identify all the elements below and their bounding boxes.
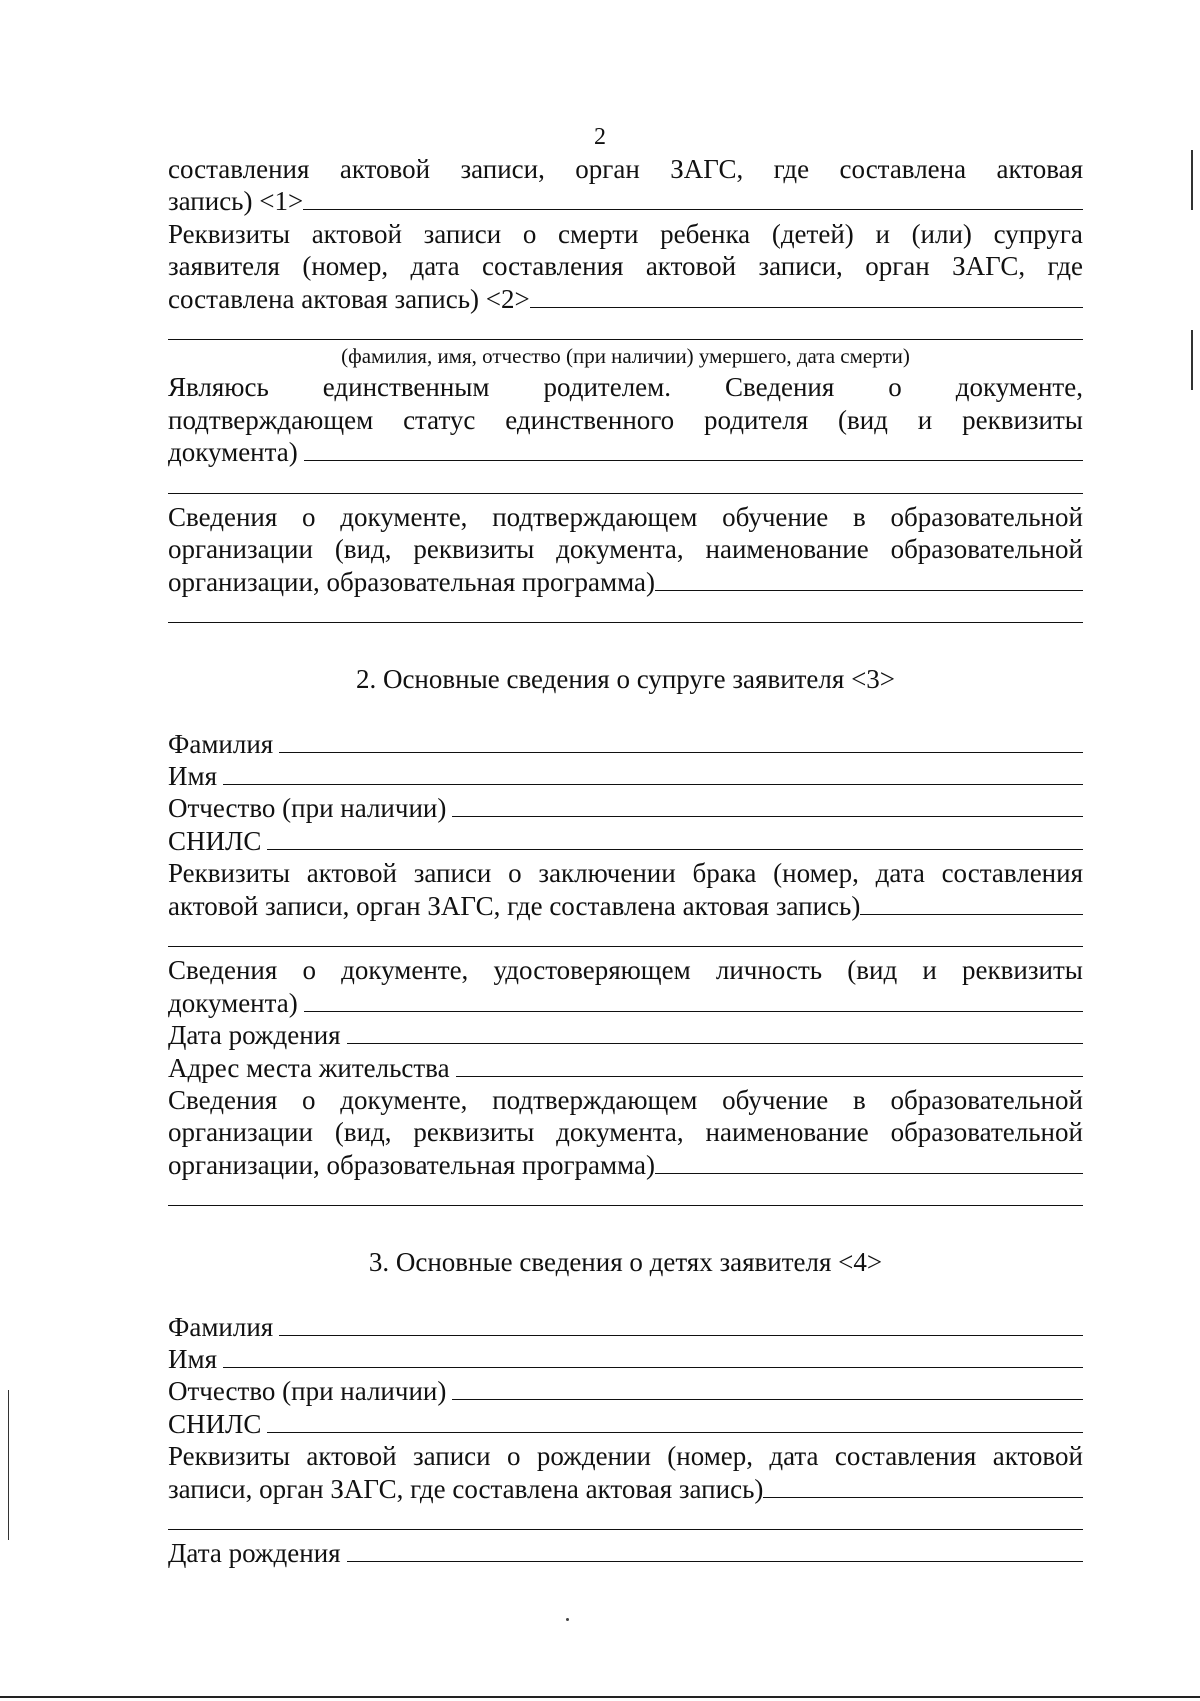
blank-input-line[interactable] xyxy=(168,1181,1083,1213)
word: документа, xyxy=(556,1117,684,1148)
field-label: актовой записи, орган ЗАГС, где составлена актовая запись) xyxy=(168,890,861,921)
word: составления xyxy=(941,858,1083,889)
justified-line xyxy=(168,218,1083,250)
word: где xyxy=(773,154,810,184)
field-label: организации, образовательная программа) xyxy=(168,566,656,597)
field-label: организации, образовательная программа) xyxy=(168,1149,656,1180)
input-line[interactable] xyxy=(267,827,1083,850)
input-line[interactable] xyxy=(456,1054,1083,1077)
single-parent-document-field[interactable] xyxy=(168,436,1083,468)
death-record-field[interactable] xyxy=(168,283,1083,315)
justified-line xyxy=(168,1116,1083,1148)
word: в xyxy=(853,501,866,532)
word: единственного xyxy=(505,404,675,435)
scan-edge-mark xyxy=(1191,150,1193,210)
word: Сведения xyxy=(168,501,278,532)
input-line[interactable] xyxy=(223,762,1083,785)
word: Сведения xyxy=(168,955,278,986)
field-label: СНИЛС xyxy=(168,825,262,856)
word: Реквизиты xyxy=(168,1441,291,1472)
justified-line xyxy=(168,1084,1083,1116)
justified-line xyxy=(168,1440,1083,1472)
word: составлена xyxy=(839,154,967,184)
word: актовой xyxy=(339,154,431,184)
word: дата xyxy=(410,251,460,282)
word: обучение xyxy=(722,501,829,532)
word: о xyxy=(888,372,902,403)
word: образовательной xyxy=(890,501,1083,532)
word: актовой xyxy=(306,858,397,889)
word: о xyxy=(522,218,537,249)
field-label: Дата рождения xyxy=(168,1020,341,1051)
child-patronymic-field[interactable] xyxy=(168,1375,1083,1407)
word: реквизиты xyxy=(962,955,1083,986)
justified-line xyxy=(168,404,1083,436)
input-line[interactable] xyxy=(304,989,1083,1012)
word: документе, xyxy=(340,1084,468,1115)
scan-edge-mark xyxy=(8,1390,9,1540)
word: составления xyxy=(168,154,310,184)
word: заявителя xyxy=(168,251,280,282)
field-label: Имя xyxy=(168,761,218,792)
word: о xyxy=(508,858,522,889)
word: родителя xyxy=(704,404,809,435)
word: Сведения xyxy=(168,1084,278,1115)
word: о xyxy=(506,1441,521,1472)
input-line[interactable] xyxy=(304,438,1083,461)
word: заключении xyxy=(538,858,676,889)
word: и xyxy=(875,218,890,249)
input-line[interactable] xyxy=(279,730,1083,753)
input-line[interactable] xyxy=(347,1539,1083,1562)
input-line[interactable] xyxy=(347,1021,1083,1044)
word: единственным xyxy=(322,372,490,403)
word: образовательной xyxy=(890,1117,1083,1148)
word: и xyxy=(922,955,937,986)
word: (или) xyxy=(911,218,972,249)
blank-input-line[interactable] xyxy=(168,315,1083,347)
word: Сведения xyxy=(725,372,835,403)
word: личность xyxy=(715,955,823,986)
word: где xyxy=(1047,251,1083,282)
word: Являюсь xyxy=(168,372,269,403)
blank-input-line[interactable] xyxy=(168,469,1083,501)
justified-line xyxy=(168,857,1083,889)
word: дата xyxy=(875,858,925,889)
field-label: Отчество (при наличии) xyxy=(168,1376,447,1407)
word: наименование xyxy=(705,534,869,565)
birth-record-field[interactable] xyxy=(168,1473,1083,1505)
word: записи xyxy=(412,1441,491,1472)
word: реквизиты xyxy=(962,404,1083,435)
word: (номер, xyxy=(302,251,389,282)
identity-document-field[interactable] xyxy=(168,987,1083,1019)
spouse-birth-date-field[interactable] xyxy=(168,1019,1083,1051)
spouse-name-field[interactable] xyxy=(168,760,1083,792)
word: записи, xyxy=(758,251,843,282)
registry-record-field[interactable] xyxy=(168,185,1083,217)
word: подтверждающем xyxy=(492,501,698,532)
field-label: Дата рождения xyxy=(168,1538,341,1569)
word: орган xyxy=(575,154,640,184)
field-label: Адрес места жительства xyxy=(168,1052,450,1083)
word: документа, xyxy=(556,534,684,565)
input-line[interactable] xyxy=(267,1410,1083,1433)
word: актовой xyxy=(645,251,737,282)
word: актовая xyxy=(996,154,1083,184)
word: рождении xyxy=(536,1441,651,1472)
word: и xyxy=(917,404,933,435)
blank-input-line[interactable] xyxy=(168,598,1083,630)
child-surname-field[interactable] xyxy=(168,1311,1083,1343)
word: смерти xyxy=(558,218,639,249)
field-label: составлена актовая запись) <2> xyxy=(168,283,530,314)
word: подтверждающем xyxy=(168,404,374,435)
word: Реквизиты xyxy=(168,858,291,889)
word: Реквизиты xyxy=(168,218,291,249)
word: составления xyxy=(834,1441,977,1472)
word: (вид, xyxy=(334,1117,392,1148)
form-body xyxy=(168,153,1083,1570)
field-label: Отчество (при наличии) xyxy=(168,793,447,824)
word: подтверждающем xyxy=(492,1084,698,1115)
word: о xyxy=(302,955,316,986)
word: о xyxy=(302,501,316,532)
input-line[interactable] xyxy=(655,1151,1083,1174)
justified-line xyxy=(168,533,1083,565)
spouse-snils-field[interactable] xyxy=(168,825,1083,857)
word: реквизиты xyxy=(413,1117,535,1148)
scan-edge-mark xyxy=(1191,330,1193,390)
word: организации xyxy=(168,1117,313,1148)
word: о xyxy=(302,1084,316,1115)
input-line[interactable] xyxy=(303,187,1083,210)
word: обучение xyxy=(722,1084,829,1115)
section-heading: 3. Основные сведения о детях заявителя <4> xyxy=(368,1246,883,1277)
scan-dot xyxy=(566,1618,569,1621)
field-label: записи, орган ЗАГС, где составлена актовая запись) xyxy=(168,1473,764,1504)
input-line[interactable] xyxy=(763,1475,1083,1498)
field-label: запись) <1> xyxy=(168,186,304,217)
word: ЗАГС, xyxy=(952,251,1026,282)
section-heading: 2. Основные сведения о супруге заявителя <3> xyxy=(355,663,896,694)
word: статус xyxy=(403,404,476,435)
input-line[interactable] xyxy=(279,1313,1083,1336)
justified-line xyxy=(168,371,1083,403)
word: документе, xyxy=(341,955,469,986)
field-label: документа) xyxy=(168,987,298,1018)
justified-line xyxy=(168,954,1083,986)
word: записи xyxy=(423,218,502,249)
word: наименование xyxy=(705,1117,869,1148)
word: организации xyxy=(168,534,313,565)
word: (вид xyxy=(847,955,898,986)
spouse-education-field[interactable] xyxy=(168,1149,1083,1181)
word: реквизиты xyxy=(413,534,535,565)
word: брака xyxy=(692,858,757,889)
word: актовой xyxy=(992,1441,1083,1472)
word: записи xyxy=(413,858,492,889)
word: образовательной xyxy=(890,534,1083,565)
blank-input-line[interactable] xyxy=(168,922,1083,954)
field-caption: (фамилия, имя, отчество (при наличии) умершего, дата смерти) xyxy=(341,344,910,369)
field-label: Фамилия xyxy=(168,728,274,759)
word: ЗАГС, xyxy=(670,154,744,184)
child-snils-field[interactable] xyxy=(168,1408,1083,1440)
justified-line xyxy=(168,501,1083,533)
education-document-field[interactable] xyxy=(168,566,1083,598)
word: родителем. xyxy=(543,372,672,403)
blank-input-line[interactable] xyxy=(168,1505,1083,1537)
word: (вид xyxy=(837,404,888,435)
field-label: Имя xyxy=(168,1344,218,1375)
spouse-patronymic-field[interactable] xyxy=(168,792,1083,824)
field-label: Фамилия xyxy=(168,1311,274,1342)
word: образовательной xyxy=(890,1084,1083,1115)
child-name-field[interactable] xyxy=(168,1343,1083,1375)
word: документе, xyxy=(955,372,1083,403)
word: составления xyxy=(482,251,624,282)
field-label: СНИЛС xyxy=(168,1408,262,1439)
word: дата xyxy=(769,1441,819,1472)
child-birth-date-field[interactable] xyxy=(168,1537,1083,1569)
word: (вид, xyxy=(334,534,392,565)
justified-line xyxy=(168,153,1083,185)
word: актовой xyxy=(306,1441,397,1472)
field-label: документа) xyxy=(168,437,298,468)
word: ребенка xyxy=(660,218,751,249)
word: орган xyxy=(865,251,930,282)
word: в xyxy=(853,1084,866,1115)
word: документе, xyxy=(340,501,468,532)
input-line[interactable] xyxy=(223,1345,1083,1368)
page-number: 2 xyxy=(594,124,606,150)
input-line[interactable] xyxy=(860,892,1083,915)
scan-bottom-edge xyxy=(0,1696,1200,1698)
marriage-record-field[interactable] xyxy=(168,890,1083,922)
word: (номер, xyxy=(667,1441,754,1472)
input-line[interactable] xyxy=(655,568,1083,591)
input-line[interactable] xyxy=(452,794,1083,817)
input-line[interactable] xyxy=(530,285,1083,308)
word: (номер, xyxy=(773,858,859,889)
justified-line xyxy=(168,250,1083,282)
word: супруга xyxy=(993,218,1083,249)
word: (детей) xyxy=(771,218,854,249)
word: записи, xyxy=(460,154,545,184)
word: удостоверяющем xyxy=(493,955,691,986)
word: актовой xyxy=(311,218,402,249)
spouse-address-field[interactable] xyxy=(168,1052,1083,1084)
input-line[interactable] xyxy=(452,1377,1083,1400)
spouse-surname-field[interactable] xyxy=(168,728,1083,760)
